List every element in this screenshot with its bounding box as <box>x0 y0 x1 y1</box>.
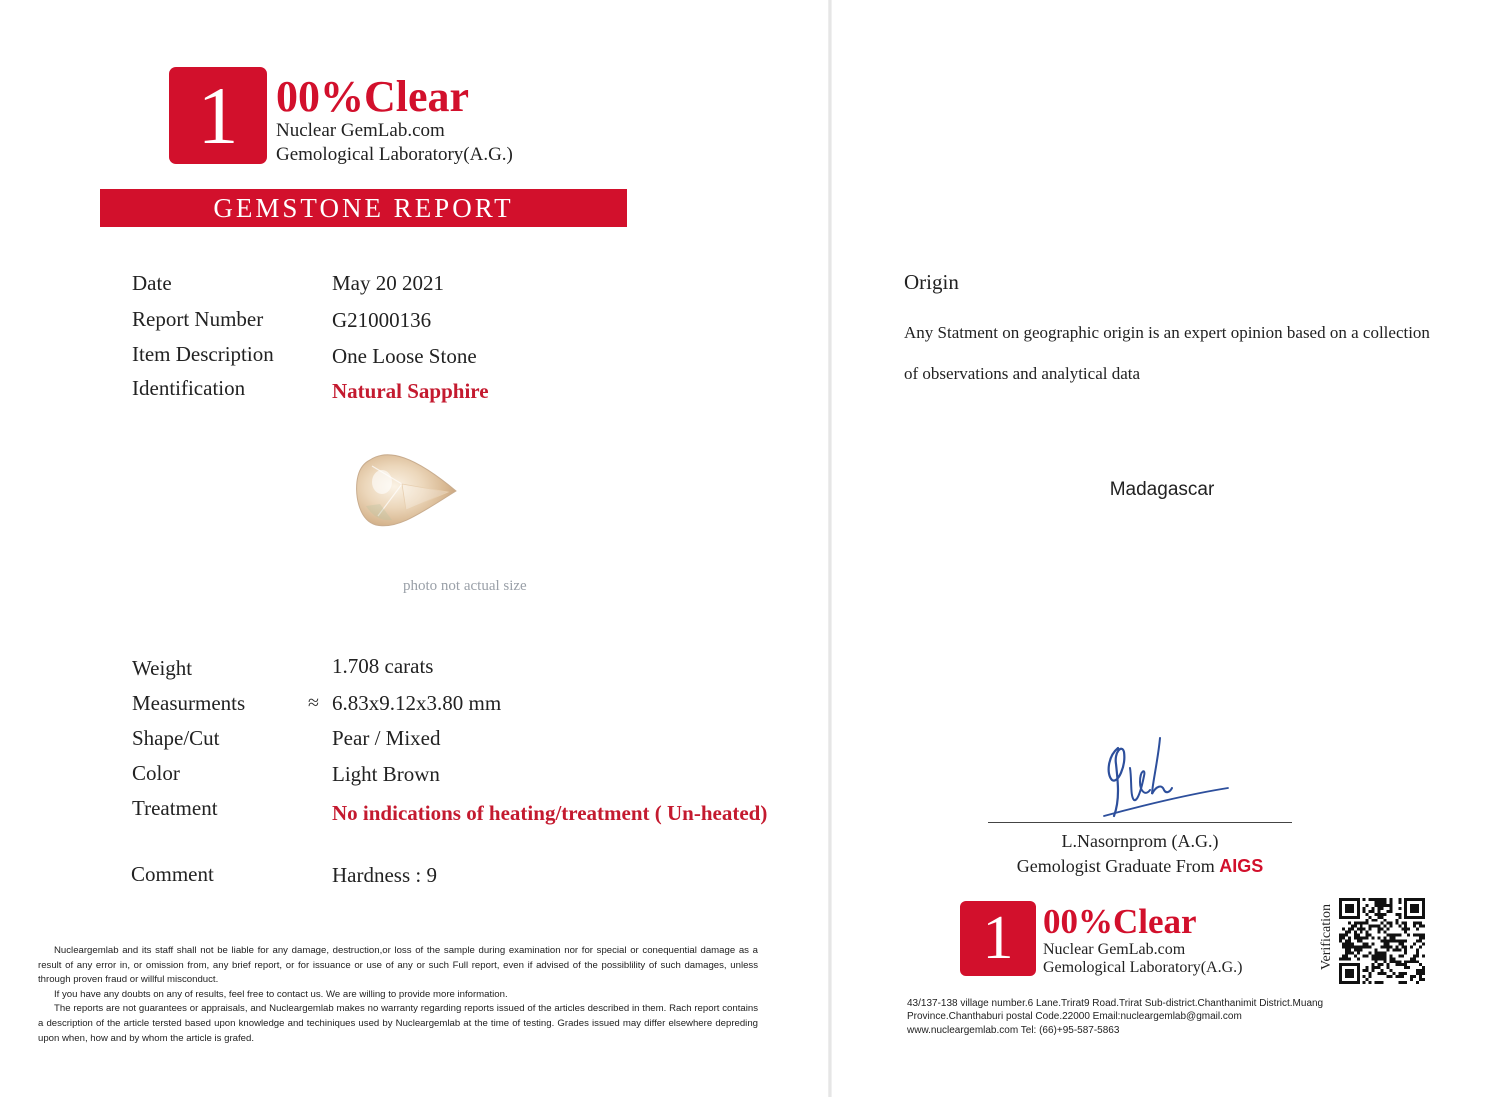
credential-prefix: Gemologist Graduate From <box>1016 856 1215 876</box>
treatment-label: Treatment <box>132 796 218 820</box>
logo-brand-text: 00%Clear <box>276 72 470 121</box>
weight-label: Weight <box>132 656 193 680</box>
comment-label: Comment <box>131 862 214 886</box>
footer-logo-digit: 1 <box>982 904 1014 972</box>
shape-cut-label: Shape/Cut <box>132 726 220 750</box>
logo-lab-name: Gemological Laboratory(A.G.) <box>276 144 513 165</box>
report-number-label: Report Number <box>132 307 264 331</box>
lab-address <box>907 997 1467 1037</box>
color-value: Light Brown <box>332 762 440 786</box>
weight-value: 1.708 carats <box>332 654 434 678</box>
signer-name: L.Nasornprom (A.G.) <box>1061 831 1219 851</box>
measurements-value: 6.83x9.12x3.80 mm <box>332 691 502 715</box>
measurements-label: Measurments <box>132 691 246 715</box>
logo-digit-box <box>169 67 267 164</box>
disclaimer-liability: Nucleargemlab and its staff shall not be liable for any damage, destruction,or loss of the sample during examination nor for special or conequential damage as a result of any error in, or omission from, any brief report, or for issuance or use of any or such Full report, even if advised of the possiblility of such damages, unless through proven fraud or willful misconduct. <box>38 945 758 986</box>
approx-symbol: ≈ <box>308 692 319 714</box>
item-description-label: Item Description <box>132 342 274 366</box>
address-line-2: Province.Chanthaburi postal Code.22000 Email:nucleargemlab@gmail.com <box>907 1011 1242 1023</box>
report-number-value: G21000136 <box>332 308 432 332</box>
verification-text: Verification <box>1319 903 1334 971</box>
signature <box>1100 730 1232 825</box>
disclaimer-contact: If you have any doubts on any of results, feel free to contact us. We are willing to provide more information. <box>54 988 508 1000</box>
treatment-value: No indications of heating/treatment ( Un-heated) <box>332 801 768 825</box>
report-banner: GEMSTONE REPORT <box>100 189 627 227</box>
date-value: May 20 2021 <box>332 271 444 295</box>
footer-logo-digit-box <box>960 901 1036 976</box>
logo-site: Nuclear GemLab.com <box>276 120 445 141</box>
gemstone-highlight <box>372 470 392 494</box>
origin-statement: Any Statment on geographic origin is an expert opinion based on a collection of observations and analytical data <box>904 323 1430 383</box>
footer-lab-logo <box>960 901 1300 977</box>
address-line-1: 43/137-138 village number.6 Lane.Trirat9 Road.Trirat Sub-district.Chanthanimit District.Muang <box>907 998 1324 1009</box>
identification-value: Natural Sapphire <box>332 379 489 403</box>
footer-logo-lab-name: Gemological Laboratory(A.G.) <box>1043 959 1243 976</box>
comment-value: Hardness : 9 <box>332 863 437 887</box>
logo-digit: 1 <box>197 69 239 161</box>
item-description-value: One Loose Stone <box>332 344 477 368</box>
origin-value: Madagascar <box>1109 479 1215 500</box>
report-right-page <box>832 0 1500 1097</box>
shape-cut-value: Pear / Mixed <box>332 726 441 750</box>
logo-brand <box>276 71 469 122</box>
date-label: Date <box>132 271 172 295</box>
address-line-3: www.nucleargemlab.com Tel: (66)+95-587-5863 <box>907 1024 1120 1036</box>
signer-credential <box>988 856 1292 877</box>
footer-logo-site: Nuclear GemLab.com <box>1043 941 1186 958</box>
footer-logo-brand-text: 00%Clear <box>1043 902 1197 941</box>
photo-caption: photo not actual size <box>403 578 527 594</box>
disclaimer <box>38 944 758 1046</box>
origin-title: Origin <box>904 270 959 294</box>
verification-label <box>1316 896 1338 984</box>
signature-line <box>988 822 1292 823</box>
identification-label: Identification <box>132 376 246 400</box>
lab-logo <box>169 67 569 167</box>
gemstone-photo <box>352 446 464 532</box>
color-label: Color <box>132 761 180 785</box>
footer-logo-brand <box>1043 902 1197 942</box>
verification-qr-code[interactable] <box>1339 898 1425 984</box>
disclaimer-warranty: The reports are not guarantees or appraisals, and Nucleargemlab makes no warranty regarding reports issued of the articles described in them. Rach report contains a description of the article tersted based upon knowledge and techiniques used by Nucleargemlab at the time of testing. Grades issued may differ elsewhere depreding upon when, how and by whom the article is grafed. <box>38 1003 758 1044</box>
credential-org: AIGS <box>1219 856 1264 876</box>
